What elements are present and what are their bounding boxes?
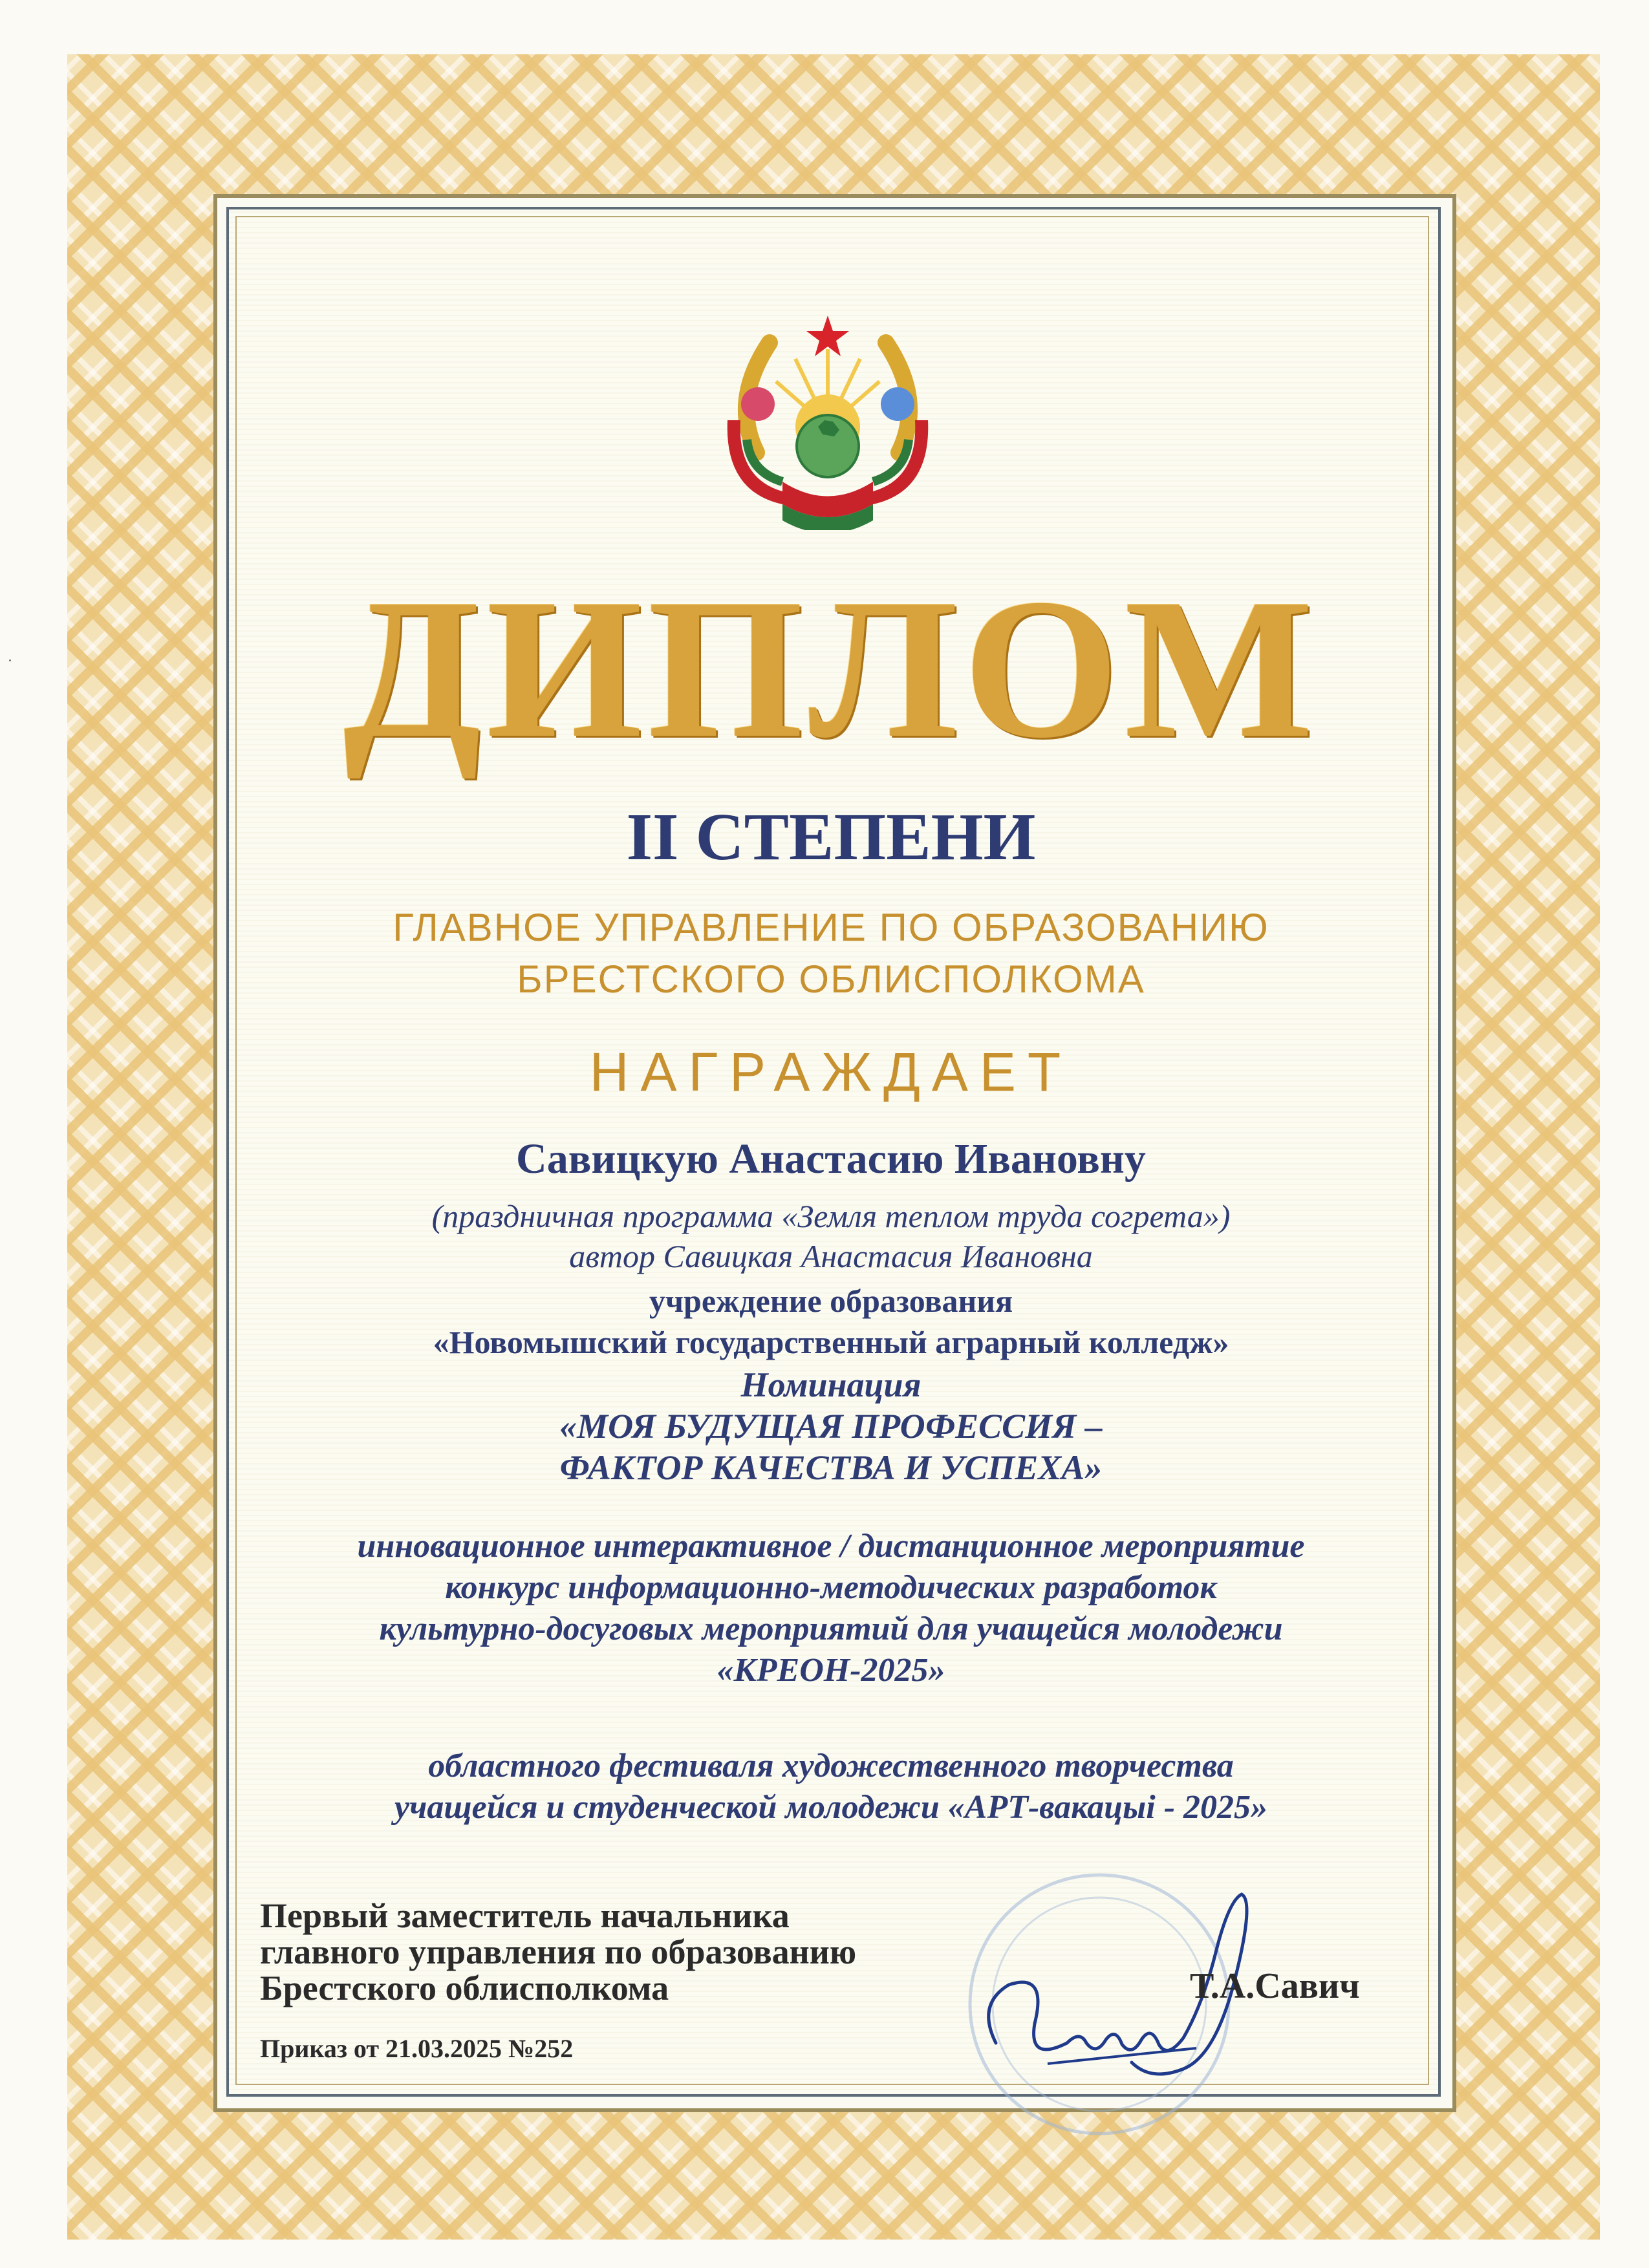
diploma-title: ДИПЛОМ: [343, 558, 1319, 780]
festival-line: областного фестиваля художественного творчества: [428, 1748, 1234, 1784]
nomination-line: ФАКТОР КАЧЕСТВА И УСПЕХА»: [559, 1448, 1103, 1487]
institution-block: [233, 1280, 1429, 1363]
issuer-block: [233, 902, 1429, 1005]
program-block: [233, 1196, 1429, 1276]
nomination-block: [233, 1364, 1429, 1488]
event-line: культурно-досуговых мероприятий для учащейся молодежи: [379, 1610, 1283, 1647]
institution-line: «Новомышский государственный аграрный колледж»: [433, 1324, 1229, 1360]
signer-name: Т.А.Савич: [1190, 1966, 1360, 2006]
festival-block: [233, 1746, 1429, 1828]
recipient-name: Савицкую Анастасию Ивановну: [516, 1135, 1146, 1182]
signer-title: [260, 1898, 1036, 2006]
issuer-line: БРЕСТСКОГО ОБЛИСПОЛКОМА: [517, 957, 1145, 1001]
program-line: (праздничная программа «Земля теплом труда согрета»): [431, 1198, 1231, 1234]
event-line: инновационное интерактивное / дистанционное мероприятие: [357, 1528, 1305, 1565]
order-reference: Приказ от 21.03.2025 №252: [260, 2034, 574, 2063]
event-line: «КРЕОН-2025»: [717, 1652, 945, 1689]
nomination-label: Номинация: [740, 1365, 921, 1404]
issuer-line: ГЛАВНОЕ УПРАВЛЕНИЕ ПО ОБРАЗОВАНИЮ: [393, 906, 1269, 949]
scan-speck: [9, 659, 11, 661]
nomination-line: «МОЯ БУДУЩАЯ ПРОФЕССИЯ –: [559, 1407, 1103, 1446]
diploma-degree: II СТЕПЕНИ: [626, 800, 1036, 874]
author-line: автор Савицкая Анастасия Ивановна: [569, 1238, 1093, 1274]
signer-title-line: Брестского облисполкома: [260, 1969, 669, 2007]
belarus-coat-of-arms-icon: [711, 297, 944, 530]
signer-title-line: главного управления по образованию: [260, 1932, 857, 1971]
institution-line: учреждение образования: [649, 1283, 1013, 1319]
event-block: [233, 1526, 1429, 1691]
event-line: конкурс информационно-методических разработок: [445, 1569, 1217, 1606]
signer-title-line: Первый заместитель начальника: [260, 1896, 790, 1935]
festival-line: учащейся и студенческой молодежи «АРТ-вакацыі - 2025»: [394, 1789, 1268, 1826]
awards-label: НАГРАЖДАЕТ: [589, 1042, 1073, 1102]
